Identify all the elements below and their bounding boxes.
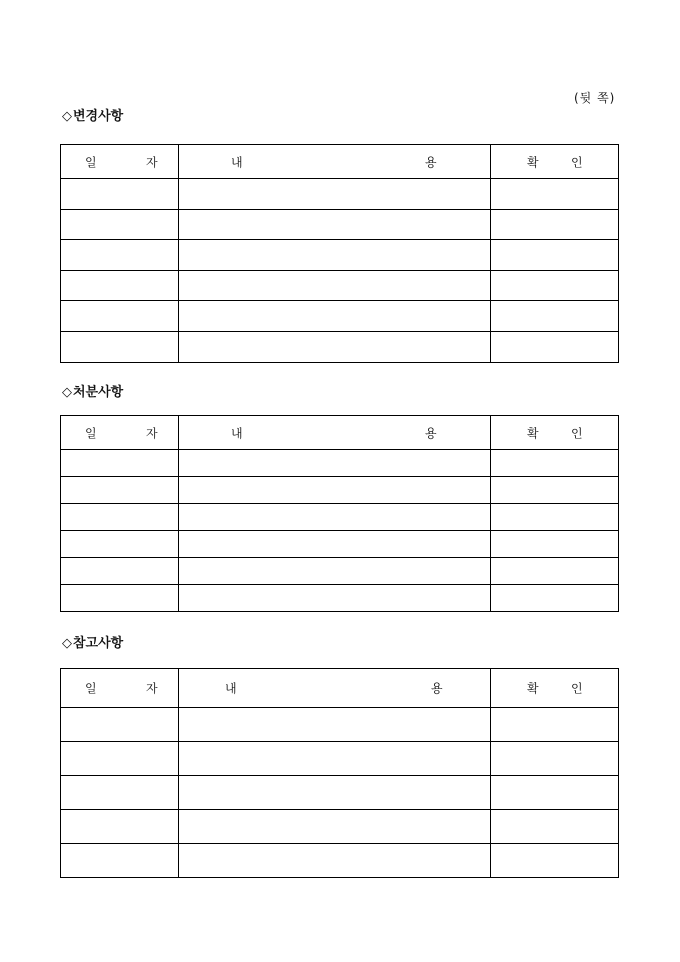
table-row <box>61 531 619 558</box>
table-row <box>61 708 619 742</box>
header-date-char-1: 일 <box>85 426 97 440</box>
header-content-char-1: 내 <box>225 681 237 696</box>
header-content-char-2: 용 <box>425 426 437 440</box>
header-content-char-2: 용 <box>425 155 437 169</box>
table-header-row <box>61 416 619 450</box>
confirm-cell[interactable] <box>491 810 619 844</box>
header-confirm <box>491 416 619 450</box>
content-cell[interactable] <box>179 742 491 776</box>
confirm-cell[interactable] <box>491 844 619 878</box>
header-date-char-2: 자 <box>146 426 158 440</box>
confirm-cell[interactable] <box>491 450 619 477</box>
section-title-text: 처분사항 <box>73 385 124 400</box>
confirm-cell[interactable] <box>491 210 619 240</box>
references-table <box>60 668 619 878</box>
table-row <box>61 504 619 531</box>
dispositions-table <box>60 415 619 612</box>
section-title-dispositions <box>62 381 123 400</box>
header-date-char-1: 일 <box>85 155 97 169</box>
content-cell[interactable] <box>179 810 491 844</box>
header-date <box>61 669 179 708</box>
header-content-char-1: 내 <box>231 426 243 440</box>
table-row <box>61 210 619 240</box>
table-row <box>61 844 619 878</box>
content-cell[interactable] <box>179 179 491 210</box>
date-cell[interactable] <box>61 558 179 585</box>
date-cell[interactable] <box>61 504 179 531</box>
header-content <box>179 145 491 179</box>
table-row <box>61 450 619 477</box>
header-content <box>179 416 491 450</box>
confirm-cell[interactable] <box>491 179 619 210</box>
confirm-cell[interactable] <box>491 742 619 776</box>
table-row <box>61 332 619 363</box>
table-row <box>61 240 619 271</box>
content-cell[interactable] <box>179 558 491 585</box>
table-header-row <box>61 145 619 179</box>
content-cell[interactable] <box>179 450 491 477</box>
content-cell[interactable] <box>179 504 491 531</box>
header-confirm-char-2: 인 <box>571 155 583 169</box>
content-cell[interactable] <box>179 776 491 810</box>
date-cell[interactable] <box>61 810 179 844</box>
content-cell[interactable] <box>179 240 491 271</box>
table-row <box>61 810 619 844</box>
header-confirm-char-2: 인 <box>571 426 583 440</box>
header-content-char-1: 내 <box>231 155 243 169</box>
date-cell[interactable] <box>61 531 179 558</box>
header-confirm-char-2: 인 <box>571 681 583 696</box>
date-cell[interactable] <box>61 844 179 878</box>
table-row <box>61 271 619 301</box>
content-cell[interactable] <box>179 844 491 878</box>
header-content-char-2: 용 <box>431 681 443 696</box>
table-row <box>61 179 619 210</box>
date-cell[interactable] <box>61 240 179 271</box>
date-cell[interactable] <box>61 585 179 612</box>
header-date <box>61 145 179 179</box>
date-cell[interactable] <box>61 477 179 504</box>
confirm-cell[interactable] <box>491 708 619 742</box>
header-confirm-char-1: 확 <box>527 681 539 696</box>
confirm-cell[interactable] <box>491 558 619 585</box>
header-date-char-2: 자 <box>146 681 158 696</box>
content-cell[interactable] <box>179 210 491 240</box>
confirm-cell[interactable] <box>491 776 619 810</box>
content-cell[interactable] <box>179 332 491 363</box>
section-title-text: 변경사항 <box>73 109 124 124</box>
content-cell[interactable] <box>179 477 491 504</box>
date-cell[interactable] <box>61 210 179 240</box>
header-confirm-char-1: 확 <box>527 155 539 169</box>
confirm-cell[interactable] <box>491 585 619 612</box>
date-cell[interactable] <box>61 271 179 301</box>
header-content <box>179 669 491 708</box>
diamond-icon: ◇ <box>62 636 72 651</box>
confirm-cell[interactable] <box>491 504 619 531</box>
content-cell[interactable] <box>179 301 491 332</box>
header-confirm-char-1: 확 <box>527 426 539 440</box>
diamond-icon: ◇ <box>62 385 72 400</box>
date-cell[interactable] <box>61 776 179 810</box>
header-date <box>61 416 179 450</box>
section-title-text: 참고사항 <box>73 636 124 651</box>
confirm-cell[interactable] <box>491 477 619 504</box>
date-cell[interactable] <box>61 332 179 363</box>
date-cell[interactable] <box>61 179 179 210</box>
table-row <box>61 301 619 332</box>
date-cell[interactable] <box>61 450 179 477</box>
section-title-references <box>62 632 123 651</box>
table-row <box>61 585 619 612</box>
table-row <box>61 477 619 504</box>
content-cell[interactable] <box>179 271 491 301</box>
content-cell[interactable] <box>179 708 491 742</box>
table-header-row <box>61 669 619 708</box>
confirm-cell[interactable] <box>491 531 619 558</box>
header-date-char-1: 일 <box>85 681 97 696</box>
diamond-icon: ◇ <box>62 109 72 124</box>
section-title-changes <box>62 105 123 124</box>
date-cell[interactable] <box>61 742 179 776</box>
content-cell[interactable] <box>179 531 491 558</box>
header-confirm <box>491 145 619 179</box>
date-cell[interactable] <box>61 708 179 742</box>
confirm-cell[interactable] <box>491 332 619 363</box>
date-cell[interactable] <box>61 301 179 332</box>
confirm-cell[interactable] <box>491 271 619 301</box>
header-confirm <box>491 669 619 708</box>
content-cell[interactable] <box>179 585 491 612</box>
table-row <box>61 776 619 810</box>
header-date-char-2: 자 <box>146 155 158 169</box>
changes-table <box>60 144 619 363</box>
confirm-cell[interactable] <box>491 301 619 332</box>
confirm-cell[interactable] <box>491 240 619 271</box>
table-row <box>61 558 619 585</box>
table-row <box>61 742 619 776</box>
page-side-label: (뒷 쪽) <box>574 91 616 105</box>
